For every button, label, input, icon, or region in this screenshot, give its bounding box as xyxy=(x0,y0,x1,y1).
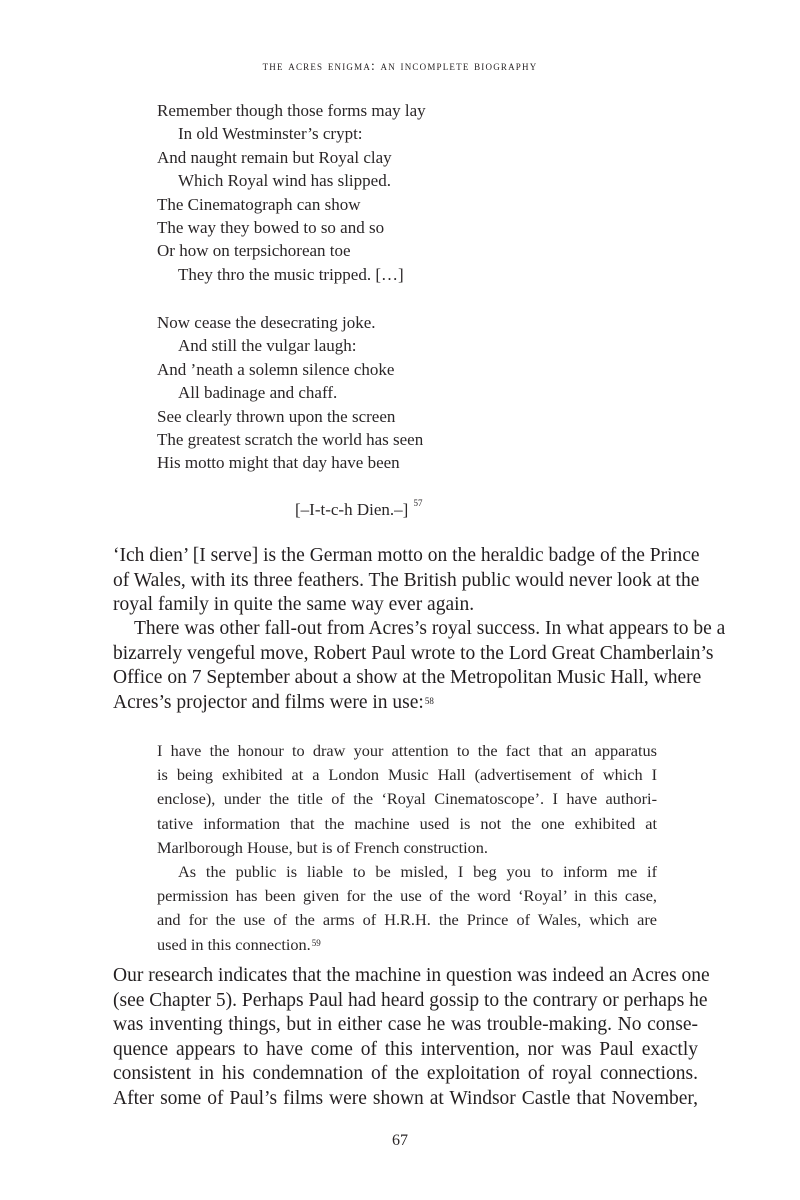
body-line: bizarrely vengeful move, Robert Paul wrote to the Lord Great Chamberlain’s xyxy=(113,642,714,664)
quote-line: and for the use of the arms of H.R.H. the Prince of Wales, which are xyxy=(157,910,657,930)
body-line xyxy=(113,691,698,716)
verse-line: His motto might that day have been xyxy=(157,453,400,473)
verse-line: The way they bowed to so and so xyxy=(157,218,385,238)
body-line: Office on 7 September about a show at the Metropolitan Music Hall, where xyxy=(113,667,702,688)
verse-line: All badinage and chaff. xyxy=(178,383,338,403)
footnote-ref-58[interactable]: 58 xyxy=(424,695,434,706)
quote-line: tative information that the machine used is not the one exhibited at xyxy=(157,813,657,833)
quote-line: permission has been given for the use of the word ‘Royal’ in this case, xyxy=(157,886,657,906)
body-line: was inventing things, but in either case he was trouble-making. No conse- xyxy=(113,1014,698,1035)
quote-line-text: used in this connection. xyxy=(157,934,311,954)
running-head: the acres enigma: an incomplete biography xyxy=(262,58,538,73)
footnote-ref-57[interactable]: 57 xyxy=(413,498,423,508)
paragraph-3 xyxy=(113,964,710,1111)
body-line: Our research indicates that the machine in question was indeed an Acres one xyxy=(113,965,710,986)
verse-line: Remember though those forms may lay xyxy=(157,101,426,120)
verse-stanza-1 xyxy=(157,99,426,286)
body-line: (see Chapter 5). Perhaps Paul had heard gossip to the contrary or perhaps he xyxy=(113,989,708,1011)
verse-line: Now cease the desecrating joke. xyxy=(157,313,376,332)
body-line: ‘Ich dien’ [I serve] is the German motto on the heraldic badge of the Prince xyxy=(113,545,700,566)
quote-line: I have the honour to draw your attention to the fact that an apparatus xyxy=(157,741,657,760)
body-line: There was other fall-out from Acres’s royal success. In what appears to be a xyxy=(134,618,726,639)
verse-line: See clearly thrown upon the screen xyxy=(157,406,396,426)
body-line: consistent in his condemnation of the exploitation of royal connections. xyxy=(113,1063,698,1084)
verse-line: They thro the music tripped. […] xyxy=(178,264,404,284)
body-line: After some of Paul’s films were shown at Windsor Castle that November, xyxy=(113,1087,698,1109)
paragraph-2 xyxy=(113,617,726,715)
verse-line: Which Royal wind has slipped. xyxy=(178,171,391,191)
body-line: royal family in quite the same way ever again. xyxy=(113,594,475,615)
page-number: 67 xyxy=(392,1132,408,1149)
body-line: of Wales, with its three feathers. The British public would never look at the xyxy=(113,569,700,591)
verse-stanza-2 xyxy=(157,311,423,475)
quote-line: Marlborough House, but is of French construction. xyxy=(157,837,488,857)
quote-line: is being exhibited at a London Music Hall (advertisement of which I xyxy=(157,765,657,785)
footnote-ref-59[interactable]: 59 xyxy=(311,937,321,948)
verse-line: Or how on terpsichorean toe xyxy=(157,241,351,261)
quote-line xyxy=(157,933,657,957)
verse-line: The Cinematograph can show xyxy=(157,194,361,214)
verse-motto xyxy=(295,500,423,520)
verse-line: And naught remain but Royal clay xyxy=(157,147,392,167)
verse-line: The greatest scratch the world has seen xyxy=(157,430,424,450)
quote-line: enclose), under the title of the ‘Royal Cinematoscope’. I have authori- xyxy=(157,789,657,809)
body-line: quence appears to have come of this intervention, nor was Paul exactly xyxy=(113,1038,698,1060)
block-quote-1 xyxy=(157,739,657,860)
motto-text: [–I-t-c-h Dien.–] xyxy=(295,500,409,519)
block-quote-2 xyxy=(157,860,657,957)
body-line-text: Acres’s projector and films were in use: xyxy=(113,691,424,713)
verse-line: In old Westminster’s crypt: xyxy=(178,124,363,144)
verse-line: And still the vulgar laugh: xyxy=(178,336,357,356)
verse-line: And ’neath a solemn silence choke xyxy=(157,359,395,379)
quote-line: As the public is liable to be misled, I beg you to inform me if xyxy=(178,862,657,881)
paragraph-1 xyxy=(113,544,698,618)
